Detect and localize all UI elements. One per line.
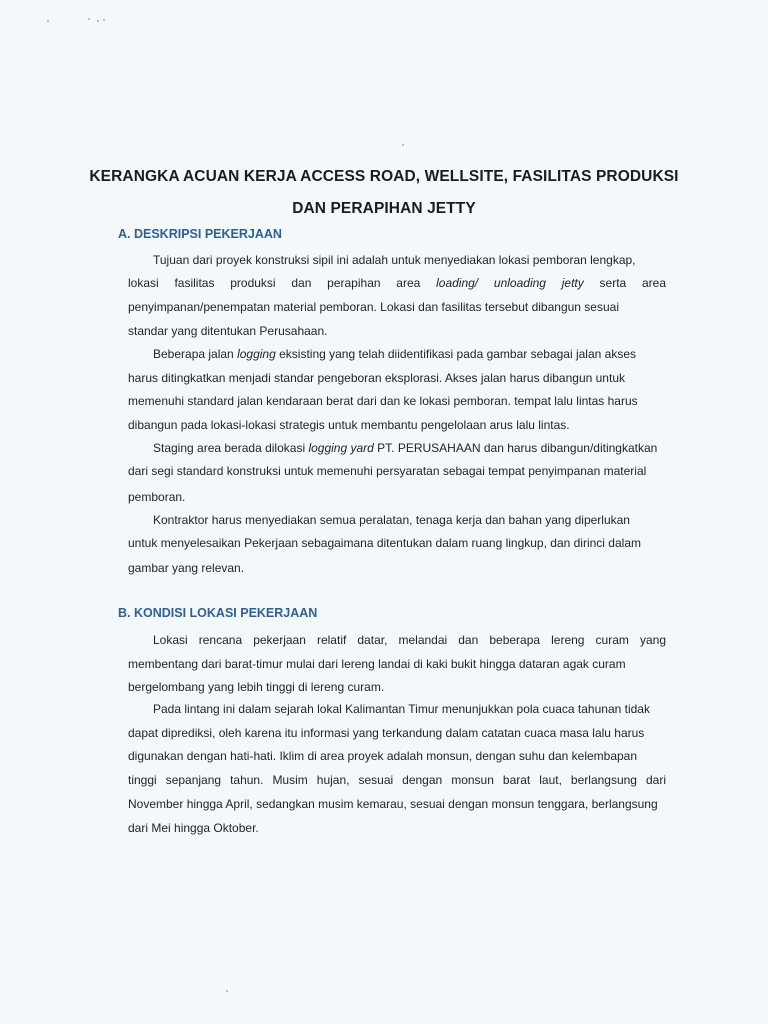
paragraph-line: penyimpanan/penempatan material pemboran. Lokasi dan fasilitas tersebut dibangun sesuai [128, 300, 619, 314]
paragraph-line: Lokasi rencana pekerjaan relatif datar, melandai dan beberapa lereng curam yang [153, 633, 666, 647]
paragraph-line: standar yang ditentukan Perusahaan. [128, 324, 328, 338]
scan-speck [47, 20, 49, 22]
scan-speck [88, 18, 90, 20]
paragraph-line: harus ditingkatkan menjadi standar pengeboran eksplorasi. Akses jalan harus dibangun untuk [128, 371, 625, 385]
paragraph-line: untuk menyelesaikan Pekerjaan sebagaimana ditentukan dalam ruang lingkup, dan dirinci dalam [128, 536, 641, 550]
paragraph-line: pemboran. [128, 490, 186, 504]
italic-term: logging [237, 347, 276, 361]
scan-speck [402, 144, 404, 146]
paragraph-line: Kontraktor harus menyediakan semua peralatan, tenaga kerja dan bahan yang diperlukan [153, 513, 630, 527]
document-title-line-1: KERANGKA ACUAN KERJA ACCESS ROAD, WELLSITE, FASILITAS PRODUKSI [89, 168, 679, 185]
scan-speck [97, 20, 99, 22]
paragraph-line [153, 440, 666, 456]
text-run: eksisting yang telah diidentifikasi pada gambar sebagai jalan akses [275, 347, 637, 361]
paragraph-line: November hingga April, sedangkan musim kemarau, sesuai dengan monsun tenggara, berlangsung [128, 797, 658, 811]
scan-speck [226, 990, 228, 992]
paragraph-line: membentang dari barat-timur mulai dari lereng landai di kaki bukit hingga dataran agak curam [128, 657, 626, 671]
paragraph-line: dari Mei hingga Oktober. [128, 821, 259, 835]
text-run: serta area [583, 276, 666, 290]
paragraph-line: Pada lintang ini dalam sejarah lokal Kalimantan Timur menunjukkan pola cuaca tahunan tidak [153, 702, 650, 716]
scan-speck [103, 19, 105, 21]
italic-term: logging yard [308, 441, 374, 455]
paragraph-line: memenuhi standard jalan kendaraan berat dari dan ke lokasi pemboran. tempat lalu lintas harus [128, 394, 638, 408]
text-run: PT. PERUSAHAAN dan harus dibangun/ditingkatkan [373, 441, 658, 455]
text-run: lokasi fasilitas produksi dan perapihan area [128, 276, 437, 290]
paragraph-line: dibangun pada lokasi-lokasi strategis untuk membantu pengelolaan arus lalu lintas. [128, 418, 570, 432]
text-run: Staging area berada dilokasi [153, 441, 309, 455]
paragraph-line: dapat diprediksi, oleh karena itu informasi yang terkandung dalam catatan cuaca masa lalu harus [128, 726, 645, 740]
section-a-heading: A. DESKRIPSI PEKERJAAN [118, 227, 282, 241]
paragraph-line: gambar yang relevan. [128, 561, 245, 575]
paragraph-line [128, 275, 666, 291]
paragraph-line: dari segi standard konstruksi untuk memenuhi persyaratan sebagai tempat penyimpanan material [128, 464, 647, 478]
paragraph-line: bergelombang yang lebih tinggi di lereng curam. [128, 680, 385, 694]
paragraph-line: Tujuan dari proyek konstruksi sipil ini adalah untuk menyediakan lokasi pemboran lengkap, [153, 253, 636, 267]
document-title-line-2: DAN PERAPIHAN JETTY [292, 200, 476, 217]
paragraph-line: tinggi sepanjang tahun. Musim hujan, sesuai dengan monsun barat laut, berlangsung dari [128, 773, 666, 787]
section-b-heading: B. KONDISI LOKASI PEKERJAAN [118, 606, 318, 620]
paragraph-line: digunakan dengan hati-hati. Iklim di area proyek adalah monsun, dengan suhu dan kelembapan [128, 749, 638, 763]
text-run: Beberapa jalan [153, 347, 238, 361]
paragraph-line [153, 346, 666, 362]
italic-term: loading/ unloading jetty [436, 276, 584, 290]
